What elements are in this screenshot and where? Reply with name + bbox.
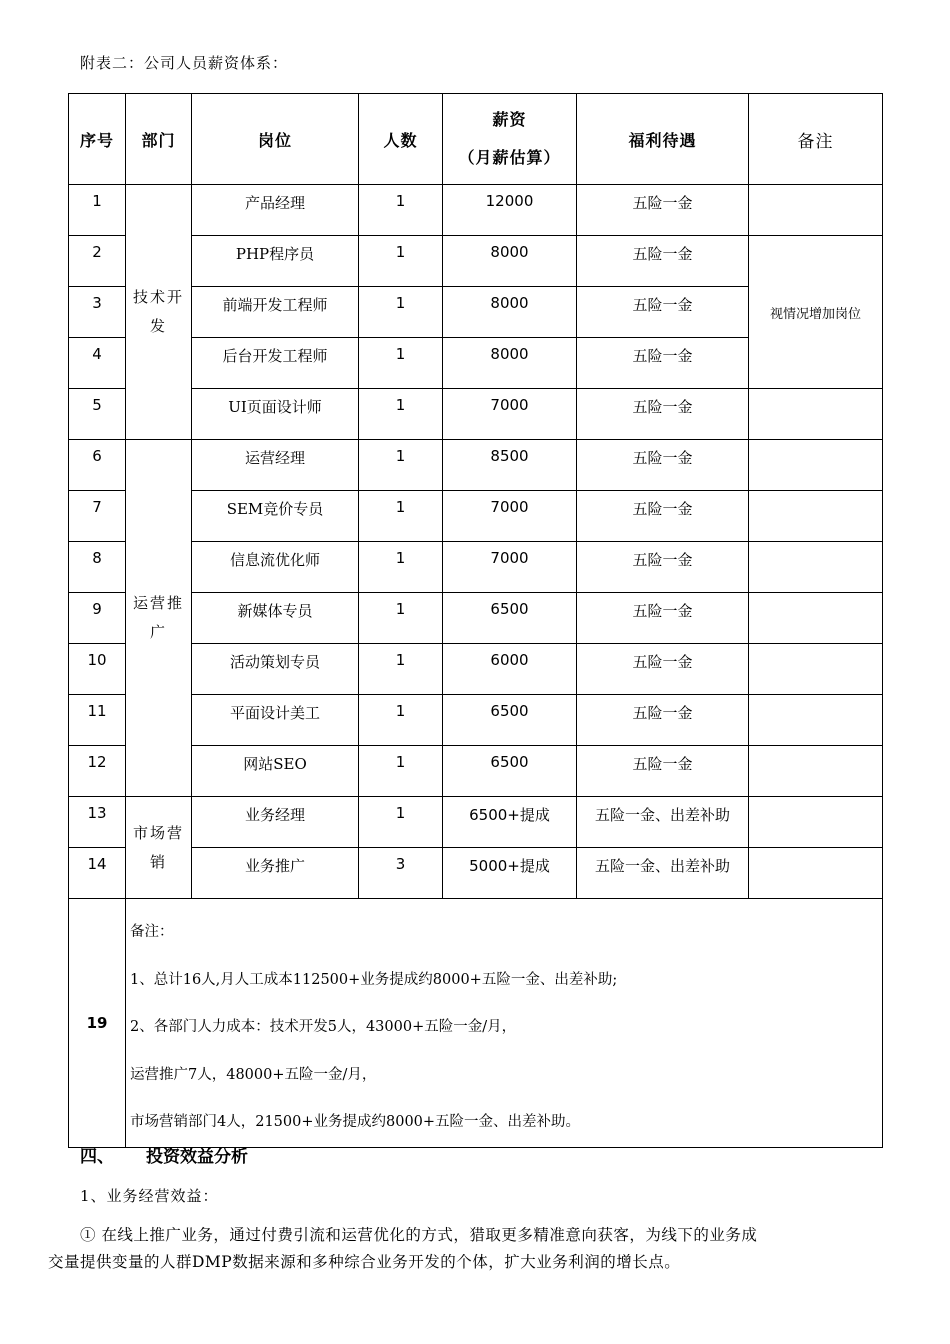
cell-no: 4	[69, 338, 126, 389]
table-row	[69, 848, 883, 899]
cell-remark	[749, 185, 883, 236]
cell-post: 前端开发工程师	[192, 287, 359, 338]
cell-remark	[749, 440, 883, 491]
cell-count: 3	[359, 848, 443, 899]
table-row	[69, 389, 883, 440]
cell-count: 1	[359, 440, 443, 491]
notes-line: 2、各部门人力成本：技术开发5人，43000+五险一金/月，	[130, 1019, 517, 1035]
notes-row	[69, 899, 883, 1148]
cell-salary: 8500	[443, 440, 577, 491]
table-row	[69, 185, 883, 236]
cell-salary: 8000	[443, 338, 577, 389]
dept-market: 市场营销	[126, 797, 192, 899]
cell-count: 1	[359, 185, 443, 236]
header-no: 序号	[69, 94, 126, 185]
cell-post: 后台开发工程师	[192, 338, 359, 389]
cell-count: 1	[359, 491, 443, 542]
cell-no: 8	[69, 542, 126, 593]
cell-salary: 6000	[443, 644, 577, 695]
cell-post: 业务推广	[192, 848, 359, 899]
notes-body	[126, 899, 883, 1148]
table-row	[69, 236, 883, 287]
cell-salary: 12000	[443, 185, 577, 236]
header-salary-line1: 薪资	[492, 110, 527, 129]
cell-remark	[749, 797, 883, 848]
cell-no: 9	[69, 593, 126, 644]
cell-remark	[749, 746, 883, 797]
cell-post: 新媒体专员	[192, 593, 359, 644]
cell-no: 7	[69, 491, 126, 542]
table-row	[69, 644, 883, 695]
cell-salary: 6500	[443, 593, 577, 644]
notes-line: 1、总计16人,月人工成本112500+业务提成约8000+五险一金、出差补助;	[130, 971, 618, 988]
cell-welfare: 五险一金	[577, 236, 749, 287]
cell-count: 1	[359, 236, 443, 287]
salary-table	[68, 93, 883, 1148]
section-title: 投资效益分析	[146, 1147, 248, 1167]
cell-no: 5	[69, 389, 126, 440]
body-paragraph	[48, 1222, 908, 1276]
header-salary-line2: （月薪估算）	[458, 148, 561, 167]
cell-count: 1	[359, 746, 443, 797]
cell-remark	[749, 491, 883, 542]
cell-salary: 6500+提成	[443, 797, 577, 848]
cell-welfare: 五险一金	[577, 491, 749, 542]
cell-post: 网站SEO	[192, 746, 359, 797]
table-header-row	[69, 94, 883, 185]
cell-welfare: 五险一金	[577, 644, 749, 695]
cell-welfare: 五险一金、出差补助	[577, 848, 749, 899]
cell-remark	[749, 593, 883, 644]
section-number: 四、	[80, 1147, 114, 1167]
table-row	[69, 746, 883, 797]
cell-salary: 6500	[443, 746, 577, 797]
cell-salary: 7000	[443, 542, 577, 593]
cell-welfare: 五险一金、出差补助	[577, 797, 749, 848]
header-welfare: 福利待遇	[577, 94, 749, 185]
cell-count: 1	[359, 389, 443, 440]
header-post: 岗位	[192, 94, 359, 185]
cell-no: 3	[69, 287, 126, 338]
cell-salary: 8000	[443, 236, 577, 287]
table-caption: 附表二：公司人员薪资体系：	[80, 54, 289, 72]
cell-no: 6	[69, 440, 126, 491]
cell-salary: 5000+提成	[443, 848, 577, 899]
header-remark: 备注	[749, 94, 883, 185]
notes-line: 市场营销部门4人，21500+业务提成约8000+五险一金、出差补助。	[130, 1114, 581, 1130]
cell-count: 1	[359, 338, 443, 389]
cell-remark	[749, 542, 883, 593]
cell-post: SEM竞价专员	[192, 491, 359, 542]
cell-post: PHP程序员	[192, 236, 359, 287]
table-row	[69, 593, 883, 644]
cell-count: 1	[359, 593, 443, 644]
cell-welfare: 五险一金	[577, 287, 749, 338]
cell-salary: 8000	[443, 287, 577, 338]
paragraph-line: ① 在线上推广业务，通过付费引流和运营优化的方式，猎取更多精准意向获客，为线下的业务成	[80, 1226, 758, 1244]
cell-no: 2	[69, 236, 126, 287]
header-dept: 部门	[126, 94, 192, 185]
notes-no: 19	[69, 899, 126, 1148]
cell-welfare: 五险一金	[577, 746, 749, 797]
table-row	[69, 491, 883, 542]
cell-welfare: 五险一金	[577, 338, 749, 389]
cell-salary: 6500	[443, 695, 577, 746]
header-count: 人数	[359, 94, 443, 185]
paragraph-line: 交量提供变量的人群DMP数据来源和多种综合业务开发的个体，扩大业务利润的增长点。	[48, 1253, 681, 1271]
table-row	[69, 440, 883, 491]
subsection-heading: 1、业务经营效益：	[80, 1187, 219, 1205]
cell-welfare: 五险一金	[577, 593, 749, 644]
cell-no: 14	[69, 848, 126, 899]
cell-post: 产品经理	[192, 185, 359, 236]
cell-no: 12	[69, 746, 126, 797]
cell-remark	[749, 389, 883, 440]
cell-post: UI页面设计师	[192, 389, 359, 440]
cell-salary: 7000	[443, 491, 577, 542]
dept-ops: 运营推广	[126, 440, 192, 797]
cell-no: 13	[69, 797, 126, 848]
cell-count: 1	[359, 695, 443, 746]
cell-post: 活动策划专员	[192, 644, 359, 695]
section-heading	[80, 1142, 248, 1167]
cell-remark	[749, 644, 883, 695]
cell-welfare: 五险一金	[577, 389, 749, 440]
cell-post: 运营经理	[192, 440, 359, 491]
table-row	[69, 542, 883, 593]
table-row	[69, 695, 883, 746]
cell-count: 1	[359, 542, 443, 593]
cell-remark	[749, 848, 883, 899]
cell-count: 1	[359, 287, 443, 338]
cell-welfare: 五险一金	[577, 542, 749, 593]
cell-welfare: 五险一金	[577, 695, 749, 746]
cell-welfare: 五险一金	[577, 440, 749, 491]
table-row	[69, 797, 883, 848]
cell-no: 1	[69, 185, 126, 236]
cell-post: 业务经理	[192, 797, 359, 848]
cell-count: 1	[359, 797, 443, 848]
cell-post: 平面设计美工	[192, 695, 359, 746]
cell-salary: 7000	[443, 389, 577, 440]
cell-post: 信息流优化师	[192, 542, 359, 593]
cell-no: 11	[69, 695, 126, 746]
cell-remark-merged: 视情况增加岗位	[749, 236, 883, 389]
cell-no: 10	[69, 644, 126, 695]
dept-tech: 技术开发	[126, 185, 192, 440]
notes-line: 运营推广7人，48000+五险一金/月，	[130, 1066, 377, 1083]
cell-welfare: 五险一金	[577, 185, 749, 236]
header-salary	[443, 94, 577, 185]
cell-remark	[749, 695, 883, 746]
cell-count: 1	[359, 644, 443, 695]
notes-line: 备注：	[130, 924, 174, 940]
